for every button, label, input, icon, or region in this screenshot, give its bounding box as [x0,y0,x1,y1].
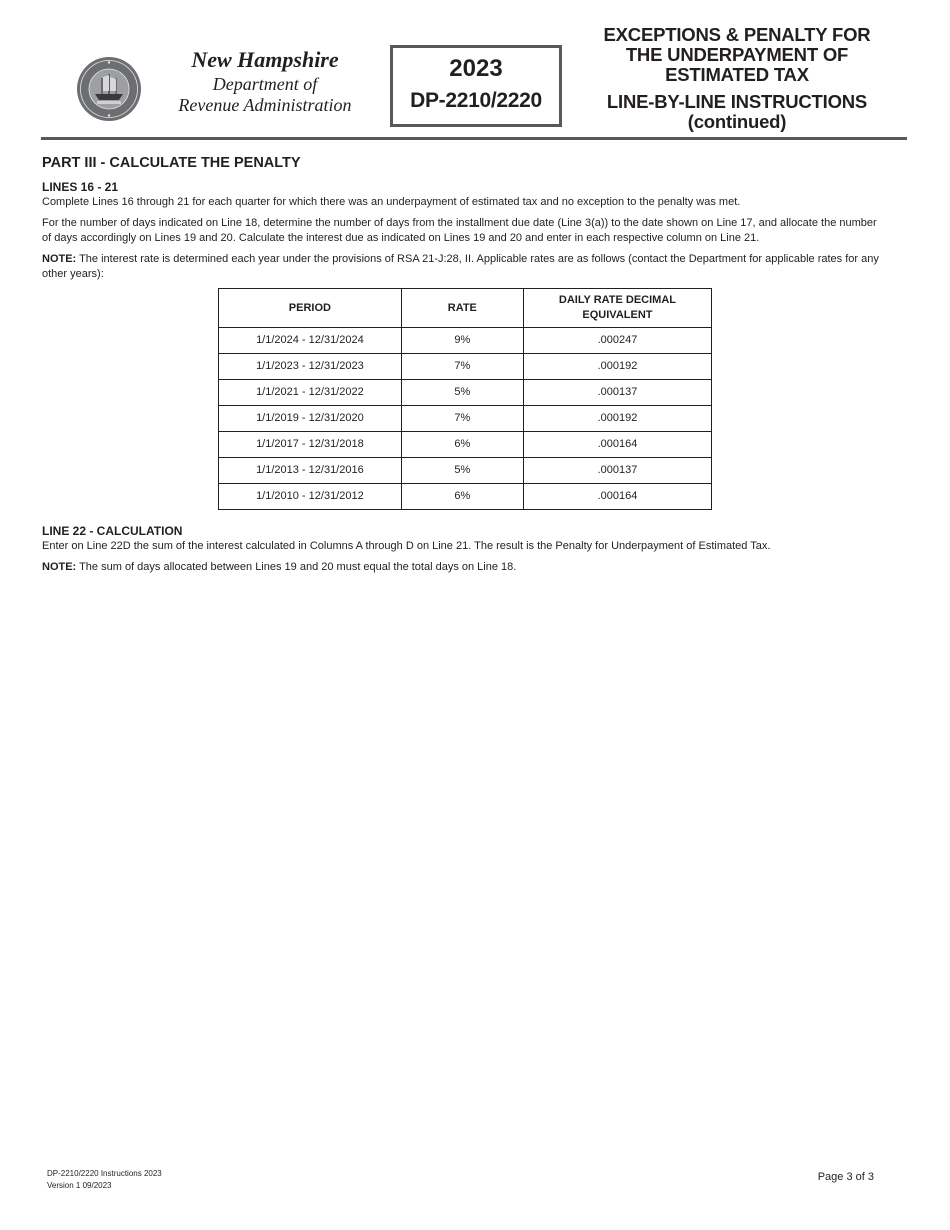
daily-rate-cell: .000192 [523,354,711,380]
part3-heading: PART III - CALCULATE THE PENALTY [42,155,301,171]
rate-cell: 9% [401,328,523,354]
table-header-row [219,289,712,328]
rate-cell: 7% [401,354,523,380]
daily-rate-cell: .000137 [523,380,711,406]
note-label: NOTE: [42,561,77,573]
line22-section [42,524,882,575]
header-divider [41,137,907,140]
rate-cell: 5% [401,380,523,406]
lines16-21-heading: LINES 16 - 21 [42,180,119,194]
line22-note [42,560,882,575]
interest-rate-table [218,288,712,510]
form-id-box [390,45,562,127]
rate-cell: 5% [401,458,523,484]
note-label: NOTE: [42,253,77,265]
table-row [219,484,712,510]
period-cell: 1/1/2023 - 12/31/2023 [219,354,402,380]
daily-rate-cell: .000247 [523,328,711,354]
note-text: The interest rate is determined each year under the provisions of RSA 21-J:28, II. Applicable rates are as follows (contact the Department for applicable rates for any other years): [42,253,879,280]
period-cell: 1/1/2024 - 12/31/2024 [219,328,402,354]
table-row [219,328,712,354]
period-cell: 1/1/2017 - 12/31/2018 [219,432,402,458]
daily-rate-cell: .000192 [523,406,711,432]
table-row [219,380,712,406]
agency-dept-line1: Department of [212,74,318,94]
instructions-body [42,154,882,581]
agency-dept-line2: Revenue Administration [178,95,352,115]
line22-heading: LINE 22 - CALCULATION [42,524,183,538]
state-seal-icon [76,56,142,122]
column-header-period: PERIOD [219,289,402,328]
title-line1: EXCEPTIONS & PENALTY FOR [603,24,871,45]
daily-rate-cell: .000164 [523,432,711,458]
footer-doc-info [47,1168,162,1192]
daily-rate-cell: .000164 [523,484,711,510]
table-row [219,458,712,484]
interest-rate-note [42,252,882,282]
table-row [219,354,712,380]
rate-cell: 6% [401,432,523,458]
table-row [219,432,712,458]
page-number: Page 3 of 3 [817,1171,874,1183]
lines16-21-para1: Complete Lines 16 through 21 for each quarter for which there was an underpayment of estimated tax and no exception to the penalty was met. [42,196,741,208]
period-cell: 1/1/2013 - 12/31/2016 [219,458,402,484]
lines16-21-para2: For the number of days indicated on Line 18, determine the number of days from the installment due date (Line 3(a)) to the date shown on Line 17, and allocate the number of days accordingly on Lines 19 and 20. Calculate the interest due as indicated on Lines 19 and 20 and enter in each respective column on Line 21. [42,217,877,244]
agency-name-block [150,46,380,116]
table-row [219,406,712,432]
rate-cell: 6% [401,484,523,510]
subtitle-line1: LINE-BY-LINE INSTRUCTIONS [606,91,868,112]
line22-para1: Enter on Line 22D the sum of the interest calculated in Columns A through D on Line 21. The result is the Penalty for Underpayment of Estimated Tax. [42,540,771,552]
title-line2: THE UNDERPAYMENT OF [625,44,849,65]
period-cell: 1/1/2021 - 12/31/2022 [219,380,402,406]
form-number: DP-2210/2220 [410,89,542,112]
subtitle-line2: (continued) [687,111,787,132]
note-text: The sum of days allocated between Lines 19 and 20 must equal the total days on Line 18. [76,561,517,573]
document-title-block [572,25,902,132]
column-header-rate: RATE [401,289,523,328]
column-header-daily-rate: DAILY RATE DECIMAL EQUIVALENT [523,289,711,328]
title-line3: ESTIMATED TAX [665,64,809,85]
agency-state: New Hampshire [191,47,339,72]
period-cell: 1/1/2019 - 12/31/2020 [219,406,402,432]
footer-doc-name: DP-2210/2220 Instructions 2023 [47,1169,162,1178]
form-year: 2023 [449,55,503,82]
period-cell: 1/1/2010 - 12/31/2012 [219,484,402,510]
rate-cell: 7% [401,406,523,432]
daily-rate-cell: .000137 [523,458,711,484]
footer-version: Version 1 09/2023 [47,1181,112,1190]
